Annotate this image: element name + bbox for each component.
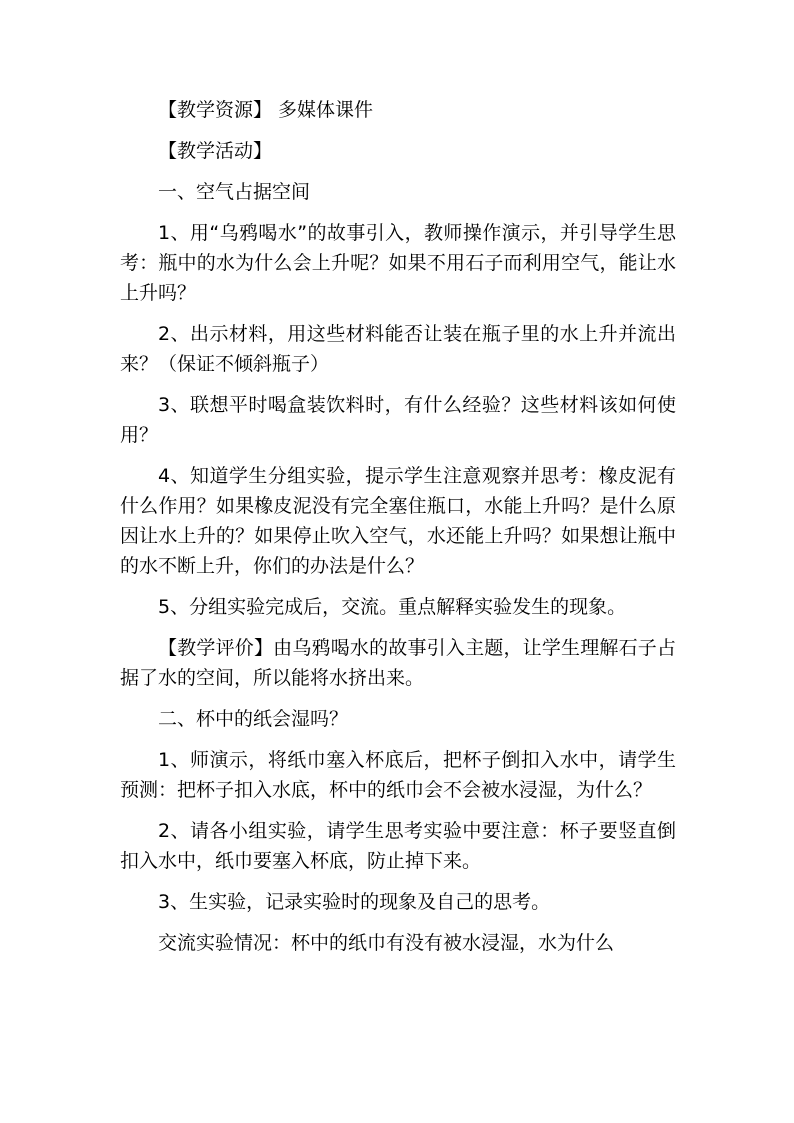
paragraph: 2、请各小组实验，请学生思考实验中要注意：杯子要竖直倒扣入水中，纸巾要塞入杯底，防止掉下来。 [120, 820, 676, 872]
paragraph: 3、联想平时喝盒装饮料时，有什么经验？这些材料该如何使用？ [120, 394, 676, 446]
document-body [120, 95, 676, 969]
paragraph: 3、生实验，记录实验时的现象及自己的思考。 [158, 891, 551, 913]
paragraph: 2、出示材料，用这些材料能否让装在瓶子里的水上升并流出来？（保证不倾斜瓶子） [120, 323, 676, 375]
resource-heading: 【教学资源】 多媒体课件 [158, 99, 374, 121]
section-heading-1: 一、空气占据空间 [158, 181, 311, 203]
section-heading-2: 二、杯中的纸会湿吗？ [158, 708, 349, 730]
paragraph: 交流实验情况：杯中的纸巾有没有被水浸湿，水为什么 [158, 932, 615, 954]
paragraph: 4、知道学生分组实验，提示学生注意观察并思考：橡皮泥有什么作用？如果橡皮泥没有完全塞住瓶口，水能上升吗？是什么原因让水上升的？如果停止吹入空气，水还能上升吗？如果想让瓶中的水不断上升，你们的办法是什么？ [120, 465, 676, 577]
paragraph: 5、分组实验完成后，交流。重点解释实验发生的现象。 [158, 596, 627, 618]
paragraph: 1、师演示，将纸巾塞入杯底后，把杯子倒扣入水中，请学生预测：把杯子扣入水底，杯中的纸巾会不会被水浸湿，为什么？ [120, 749, 676, 801]
paragraph: 1、用“乌鸦喝水”的故事引入，教师操作演示，并引导学生思考：瓶中的水为什么会上升呢？如果不用石子而利用空气，能让水上升吗？ [120, 222, 676, 304]
evaluation-paragraph: 【教学评价】由乌鸦喝水的故事引入主题，让学生理解石子占据了水的空间，所以能将水挤出来。 [120, 637, 676, 689]
activity-heading: 【教学活动】 [158, 140, 273, 162]
